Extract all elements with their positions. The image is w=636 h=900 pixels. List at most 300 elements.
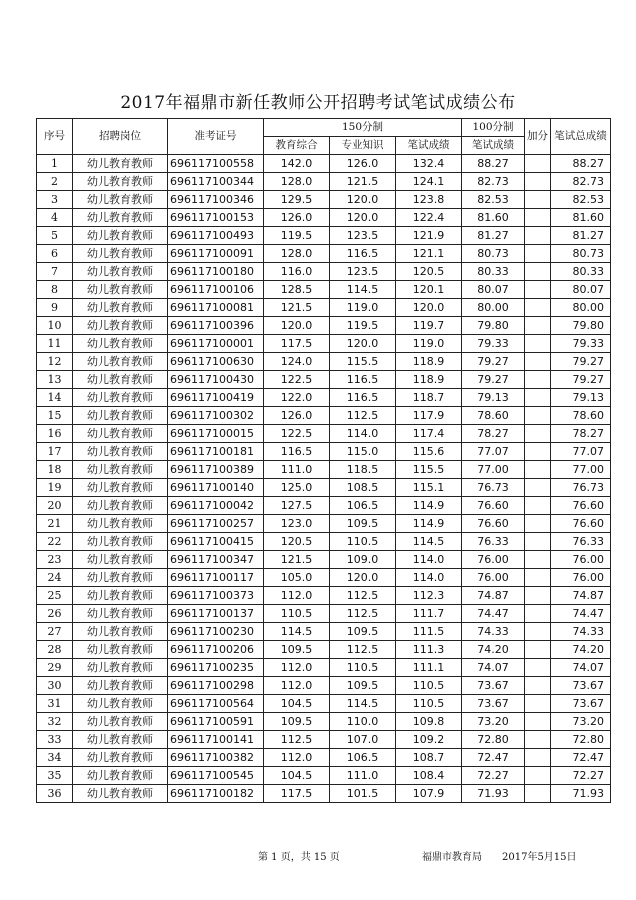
cell-written-100: 78.27 (462, 425, 525, 443)
cell-written-150: 114.0 (396, 551, 462, 569)
table-row (37, 263, 611, 281)
table-row (37, 317, 611, 335)
cell-position: 幼儿教育教师 (73, 497, 168, 515)
cell-total: 81.60 (551, 209, 611, 227)
cell-total: 76.60 (551, 497, 611, 515)
cell-bonus (525, 605, 551, 623)
cell-written-150: 118.7 (396, 389, 462, 407)
cell-bonus (525, 641, 551, 659)
cell-major: 112.5 (330, 407, 396, 425)
cell-major: 114.0 (330, 425, 396, 443)
cell-seq: 10 (37, 317, 73, 335)
cell-seq: 34 (37, 749, 73, 767)
cell-position: 幼儿教育教师 (73, 731, 168, 749)
cell-position: 幼儿教育教师 (73, 281, 168, 299)
cell-major: 123.5 (330, 227, 396, 245)
header-seq: 序号 (37, 119, 73, 155)
cell-total: 78.27 (551, 425, 611, 443)
cell-written-150: 115.5 (396, 461, 462, 479)
cell-written-100: 76.60 (462, 515, 525, 533)
header-major: 专业知识 (330, 137, 396, 155)
cell-seq: 17 (37, 443, 73, 461)
cell-written-150: 108.7 (396, 749, 462, 767)
cell-bonus (525, 713, 551, 731)
cell-written-150: 118.9 (396, 353, 462, 371)
cell-edu: 121.5 (264, 299, 330, 317)
cell-exam-id: 696117100545 (168, 767, 264, 785)
cell-written-150: 114.5 (396, 533, 462, 551)
table-row (37, 515, 611, 533)
cell-bonus (525, 425, 551, 443)
cell-major: 111.0 (330, 767, 396, 785)
cell-total: 82.73 (551, 173, 611, 191)
cell-position: 幼儿教育教师 (73, 785, 168, 803)
cell-position: 幼儿教育教师 (73, 155, 168, 173)
cell-written-100: 74.20 (462, 641, 525, 659)
cell-seq: 18 (37, 461, 73, 479)
cell-bonus (525, 695, 551, 713)
cell-seq: 24 (37, 569, 73, 587)
cell-bonus (525, 299, 551, 317)
cell-written-100: 72.27 (462, 767, 525, 785)
table-row (37, 533, 611, 551)
cell-edu: 117.5 (264, 335, 330, 353)
cell-written-150: 107.9 (396, 785, 462, 803)
table-row (37, 605, 611, 623)
cell-total: 76.00 (551, 551, 611, 569)
cell-written-100: 80.73 (462, 245, 525, 263)
cell-edu: 109.5 (264, 641, 330, 659)
header-written-150: 笔试成绩 (396, 137, 462, 155)
cell-total: 74.20 (551, 641, 611, 659)
table-row (37, 731, 611, 749)
cell-major: 115.5 (330, 353, 396, 371)
cell-major: 101.5 (330, 785, 396, 803)
cell-edu: 122.5 (264, 371, 330, 389)
cell-written-100: 81.60 (462, 209, 525, 227)
cell-bonus (525, 263, 551, 281)
cell-seq: 15 (37, 407, 73, 425)
cell-edu: 112.0 (264, 749, 330, 767)
cell-seq: 19 (37, 479, 73, 497)
cell-seq: 1 (37, 155, 73, 173)
cell-bonus (525, 569, 551, 587)
cell-exam-id: 696117100591 (168, 713, 264, 731)
cell-written-150: 120.1 (396, 281, 462, 299)
header-group-150: 150分制 (264, 119, 462, 137)
cell-written-150: 114.9 (396, 515, 462, 533)
cell-position: 幼儿教育教师 (73, 425, 168, 443)
table-row (37, 443, 611, 461)
cell-edu: 122.5 (264, 425, 330, 443)
header-position: 招聘岗位 (73, 119, 168, 155)
table-row (37, 407, 611, 425)
cell-position: 幼儿教育教师 (73, 713, 168, 731)
cell-seq: 30 (37, 677, 73, 695)
cell-written-100: 77.07 (462, 443, 525, 461)
cell-total: 74.33 (551, 623, 611, 641)
cell-major: 114.5 (330, 695, 396, 713)
cell-bonus (525, 443, 551, 461)
cell-edu: 105.0 (264, 569, 330, 587)
cell-major: 126.0 (330, 155, 396, 173)
cell-written-150: 124.1 (396, 173, 462, 191)
cell-written-150: 111.1 (396, 659, 462, 677)
table-row (37, 587, 611, 605)
cell-bonus (525, 731, 551, 749)
cell-exam-id: 696117100347 (168, 551, 264, 569)
cell-major: 116.5 (330, 371, 396, 389)
cell-edu: 120.5 (264, 533, 330, 551)
cell-major: 110.5 (330, 659, 396, 677)
cell-seq: 32 (37, 713, 73, 731)
table-row (37, 569, 611, 587)
table-row (37, 713, 611, 731)
table-row (37, 659, 611, 677)
cell-bonus (525, 623, 551, 641)
cell-written-100: 74.87 (462, 587, 525, 605)
cell-edu: 104.5 (264, 695, 330, 713)
table-body (37, 155, 611, 803)
table-row (37, 551, 611, 569)
cell-position: 幼儿教育教师 (73, 299, 168, 317)
cell-seq: 23 (37, 551, 73, 569)
cell-edu: 111.0 (264, 461, 330, 479)
cell-exam-id: 696117100153 (168, 209, 264, 227)
cell-position: 幼儿教育教师 (73, 641, 168, 659)
cell-major: 120.0 (330, 335, 396, 353)
cell-edu: 119.5 (264, 227, 330, 245)
table-header (37, 119, 611, 155)
cell-exam-id: 696117100257 (168, 515, 264, 533)
cell-written-150: 111.7 (396, 605, 462, 623)
table-row (37, 767, 611, 785)
cell-total: 74.07 (551, 659, 611, 677)
cell-edu: 112.0 (264, 677, 330, 695)
table-row (37, 191, 611, 209)
table-row (37, 641, 611, 659)
cell-written-150: 109.2 (396, 731, 462, 749)
cell-written-100: 77.00 (462, 461, 525, 479)
cell-total: 80.33 (551, 263, 611, 281)
cell-exam-id: 696117100415 (168, 533, 264, 551)
cell-exam-id: 696117100493 (168, 227, 264, 245)
header-edu: 教育综合 (264, 137, 330, 155)
cell-bonus (525, 245, 551, 263)
cell-seq: 20 (37, 497, 73, 515)
cell-total: 82.53 (551, 191, 611, 209)
cell-exam-id: 696117100081 (168, 299, 264, 317)
cell-bonus (525, 191, 551, 209)
cell-bonus (525, 515, 551, 533)
header-total: 笔试总成绩 (551, 119, 611, 155)
cell-position: 幼儿教育教师 (73, 245, 168, 263)
cell-seq: 33 (37, 731, 73, 749)
cell-position: 幼儿教育教师 (73, 515, 168, 533)
cell-edu: 129.5 (264, 191, 330, 209)
cell-seq: 14 (37, 389, 73, 407)
cell-position: 幼儿教育教师 (73, 443, 168, 461)
cell-bonus (525, 389, 551, 407)
cell-exam-id: 696117100298 (168, 677, 264, 695)
cell-total: 73.20 (551, 713, 611, 731)
cell-major: 120.0 (330, 191, 396, 209)
cell-written-100: 80.00 (462, 299, 525, 317)
cell-written-100: 76.73 (462, 479, 525, 497)
cell-written-150: 121.9 (396, 227, 462, 245)
cell-exam-id: 696117100182 (168, 785, 264, 803)
cell-total: 81.27 (551, 227, 611, 245)
cell-total: 79.13 (551, 389, 611, 407)
cell-position: 幼儿教育教师 (73, 173, 168, 191)
cell-major: 109.5 (330, 515, 396, 533)
cell-position: 幼儿教育教师 (73, 749, 168, 767)
cell-major: 109.5 (330, 677, 396, 695)
cell-bonus (525, 677, 551, 695)
cell-total: 76.00 (551, 569, 611, 587)
cell-written-150: 118.9 (396, 371, 462, 389)
cell-position: 幼儿教育教师 (73, 371, 168, 389)
cell-major: 112.5 (330, 587, 396, 605)
cell-position: 幼儿教育教师 (73, 317, 168, 335)
cell-seq: 26 (37, 605, 73, 623)
cell-bonus (525, 551, 551, 569)
cell-written-150: 119.7 (396, 317, 462, 335)
cell-edu: 123.0 (264, 515, 330, 533)
cell-edu: 125.0 (264, 479, 330, 497)
cell-seq: 28 (37, 641, 73, 659)
cell-major: 107.0 (330, 731, 396, 749)
cell-exam-id: 696117100117 (168, 569, 264, 587)
cell-written-100: 74.07 (462, 659, 525, 677)
cell-written-150: 132.4 (396, 155, 462, 173)
table-row (37, 623, 611, 641)
header-exam-id: 准考证号 (168, 119, 264, 155)
cell-written-100: 78.60 (462, 407, 525, 425)
table-row (37, 785, 611, 803)
cell-exam-id: 696117100302 (168, 407, 264, 425)
cell-written-100: 76.00 (462, 569, 525, 587)
header-group-100: 100分制 (462, 119, 525, 137)
cell-edu: 110.5 (264, 605, 330, 623)
cell-bonus (525, 659, 551, 677)
cell-bonus (525, 281, 551, 299)
cell-written-100: 79.80 (462, 317, 525, 335)
table-row (37, 155, 611, 173)
cell-edu: 116.5 (264, 443, 330, 461)
cell-position: 幼儿教育教师 (73, 461, 168, 479)
cell-seq: 4 (37, 209, 73, 227)
cell-total: 80.73 (551, 245, 611, 263)
cell-written-150: 114.9 (396, 497, 462, 515)
cell-exam-id: 696117100346 (168, 191, 264, 209)
cell-bonus (525, 335, 551, 353)
cell-seq: 13 (37, 371, 73, 389)
cell-bonus (525, 497, 551, 515)
cell-position: 幼儿教育教师 (73, 569, 168, 587)
footer-page: 第 1 页，共 15 页 (258, 852, 340, 863)
cell-major: 112.5 (330, 641, 396, 659)
cell-bonus (525, 407, 551, 425)
cell-position: 幼儿教育教师 (73, 767, 168, 785)
cell-seq: 7 (37, 263, 73, 281)
cell-total: 80.07 (551, 281, 611, 299)
cell-major: 112.5 (330, 605, 396, 623)
cell-edu: 112.0 (264, 659, 330, 677)
table-row (37, 281, 611, 299)
cell-written-150: 123.8 (396, 191, 462, 209)
cell-edu: 121.5 (264, 551, 330, 569)
cell-seq: 9 (37, 299, 73, 317)
cell-exam-id: 696117100137 (168, 605, 264, 623)
cell-written-150: 115.1 (396, 479, 462, 497)
cell-exam-id: 696117100001 (168, 335, 264, 353)
cell-seq: 11 (37, 335, 73, 353)
cell-position: 幼儿教育教师 (73, 623, 168, 641)
cell-written-100: 74.47 (462, 605, 525, 623)
cell-total: 77.00 (551, 461, 611, 479)
cell-written-100: 73.20 (462, 713, 525, 731)
cell-position: 幼儿教育教师 (73, 695, 168, 713)
cell-seq: 25 (37, 587, 73, 605)
cell-written-100: 72.80 (462, 731, 525, 749)
cell-edu: 124.0 (264, 353, 330, 371)
cell-edu: 126.0 (264, 407, 330, 425)
cell-bonus (525, 209, 551, 227)
cell-written-150: 122.4 (396, 209, 462, 227)
cell-major: 109.5 (330, 623, 396, 641)
cell-position: 幼儿教育教师 (73, 533, 168, 551)
cell-exam-id: 696117100230 (168, 623, 264, 641)
cell-edu: 117.5 (264, 785, 330, 803)
cell-total: 79.33 (551, 335, 611, 353)
cell-position: 幼儿教育教师 (73, 191, 168, 209)
cell-exam-id: 696117100373 (168, 587, 264, 605)
cell-exam-id: 696117100630 (168, 353, 264, 371)
cell-total: 74.87 (551, 587, 611, 605)
cell-bonus (525, 371, 551, 389)
cell-exam-id: 696117100564 (168, 695, 264, 713)
cell-bonus (525, 767, 551, 785)
cell-written-150: 111.3 (396, 641, 462, 659)
cell-total: 88.27 (551, 155, 611, 173)
cell-seq: 27 (37, 623, 73, 641)
cell-total: 72.27 (551, 767, 611, 785)
cell-edu: 109.5 (264, 713, 330, 731)
cell-edu: 127.5 (264, 497, 330, 515)
cell-seq: 21 (37, 515, 73, 533)
cell-exam-id: 696117100141 (168, 731, 264, 749)
cell-exam-id: 696117100140 (168, 479, 264, 497)
cell-exam-id: 696117100419 (168, 389, 264, 407)
cell-bonus (525, 479, 551, 497)
cell-written-150: 114.0 (396, 569, 462, 587)
cell-major: 116.5 (330, 245, 396, 263)
cell-written-150: 117.4 (396, 425, 462, 443)
cell-exam-id: 696117100180 (168, 263, 264, 281)
table-row (37, 299, 611, 317)
table-row (37, 227, 611, 245)
cell-position: 幼儿教育教师 (73, 227, 168, 245)
cell-exam-id: 696117100015 (168, 425, 264, 443)
cell-written-150: 120.5 (396, 263, 462, 281)
cell-written-100: 80.07 (462, 281, 525, 299)
table-row (37, 497, 611, 515)
cell-written-100: 79.13 (462, 389, 525, 407)
cell-edu: 128.5 (264, 281, 330, 299)
document-title: 2017年福鼎市新任教师公开招聘考试笔试成绩公布 (120, 93, 516, 113)
cell-written-150: 115.6 (396, 443, 462, 461)
table-row (37, 425, 611, 443)
table-row (37, 173, 611, 191)
cell-position: 幼儿教育教师 (73, 677, 168, 695)
cell-exam-id: 696117100430 (168, 371, 264, 389)
cell-written-150: 119.0 (396, 335, 462, 353)
cell-major: 120.0 (330, 209, 396, 227)
table-row (37, 389, 611, 407)
table-row (37, 677, 611, 695)
cell-total: 76.73 (551, 479, 611, 497)
cell-written-150: 108.4 (396, 767, 462, 785)
footer-issuer: 福鼎市教育局 (422, 852, 482, 863)
cell-exam-id: 696117100396 (168, 317, 264, 335)
cell-written-100: 79.27 (462, 353, 525, 371)
cell-total: 73.67 (551, 677, 611, 695)
cell-major: 118.5 (330, 461, 396, 479)
cell-major: 109.0 (330, 551, 396, 569)
cell-total: 77.07 (551, 443, 611, 461)
cell-written-100: 88.27 (462, 155, 525, 173)
cell-written-100: 81.27 (462, 227, 525, 245)
cell-seq: 35 (37, 767, 73, 785)
cell-edu: 112.0 (264, 587, 330, 605)
cell-written-100: 72.47 (462, 749, 525, 767)
cell-major: 115.0 (330, 443, 396, 461)
cell-total: 73.67 (551, 695, 611, 713)
cell-exam-id: 696117100382 (168, 749, 264, 767)
score-table (36, 118, 611, 803)
cell-position: 幼儿教育教师 (73, 209, 168, 227)
cell-position: 幼儿教育教师 (73, 335, 168, 353)
cell-written-100: 76.60 (462, 497, 525, 515)
cell-major: 114.5 (330, 281, 396, 299)
cell-seq: 12 (37, 353, 73, 371)
cell-written-100: 76.00 (462, 551, 525, 569)
cell-edu: 120.0 (264, 317, 330, 335)
cell-written-100: 74.33 (462, 623, 525, 641)
table-row (37, 695, 611, 713)
table-row (37, 245, 611, 263)
cell-exam-id: 696117100042 (168, 497, 264, 515)
cell-major: 110.0 (330, 713, 396, 731)
cell-total: 72.47 (551, 749, 611, 767)
cell-bonus (525, 461, 551, 479)
header-bonus: 加分 (525, 119, 551, 155)
cell-seq: 2 (37, 173, 73, 191)
cell-written-150: 112.3 (396, 587, 462, 605)
cell-written-150: 110.5 (396, 695, 462, 713)
cell-written-100: 76.33 (462, 533, 525, 551)
cell-major: 116.5 (330, 389, 396, 407)
cell-total: 72.80 (551, 731, 611, 749)
cell-position: 幼儿教育教师 (73, 551, 168, 569)
cell-major: 120.0 (330, 569, 396, 587)
cell-edu: 112.5 (264, 731, 330, 749)
cell-major: 108.5 (330, 479, 396, 497)
cell-written-150: 109.8 (396, 713, 462, 731)
cell-written-100: 71.93 (462, 785, 525, 803)
cell-position: 幼儿教育教师 (73, 389, 168, 407)
